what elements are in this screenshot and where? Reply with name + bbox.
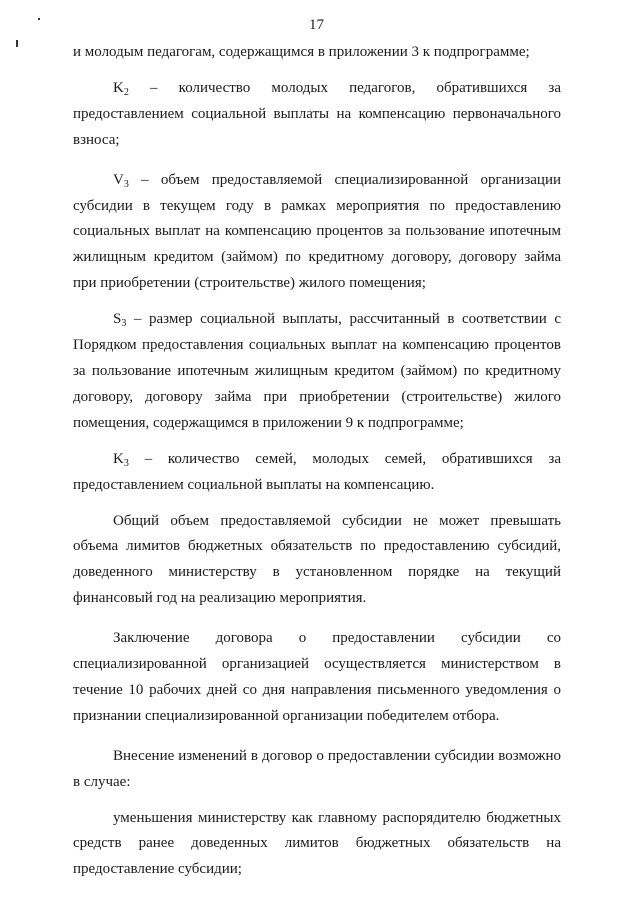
paragraph-k3-definition: $K_3$ – количество семей, молодых семей, обратившихся за предоставлением социальной выплаты на компенсацию. — [73, 450, 561, 493]
variable-v3: $V_3$ — [113, 171, 129, 190]
paragraph-contract-amendment: Внесение изменений в договор о предоставлении субсидии возможно в случае: — [73, 747, 561, 790]
variable-s3: $S_3$ — [113, 311, 127, 330]
page-number: 17 — [309, 17, 324, 33]
scan-mark — [16, 40, 18, 47]
document-body — [73, 40, 561, 883]
variable-k2: $K_2$ — [113, 79, 129, 98]
paragraph-subsidy-limit: Общий объем предоставляемой субсидии не может превышать объема лимитов бюджетных обязательств по предоставлению субсидий, доведенного министерству в установленном порядке на текущий финансовый год на реализацию мероприятия. — [73, 512, 561, 607]
paragraph-s3-definition: $S_3$ – размер социальной выплаты, рассчитанный в соответствии с Порядком предоставления социальных выплат на компенсацию процентов за пользование ипотечным жилищным кредитом (займом) по кредитному договору, договору займа при приобретении (строительстве) жилого помещения, содержащимся в приложении 9 к подпрограмме; — [73, 311, 561, 431]
paragraph-v3-definition: $V_3$ – объем предоставляемой специализированной организации субсидии в текущем году в рамках мероприятия по предоставлению социальных выплат на компенсацию процентов за пользование ипотечным жилищным кредитом (займом) по кредитному договору, договору займа при приобретении (строительстве) жилого помещения; — [73, 171, 561, 292]
scan-mark — [38, 18, 40, 20]
variable-k3: $K_3$ — [113, 450, 129, 469]
paragraph-k2-definition: $K_2$ – количество молодых педагогов, обратившихся за предоставлением социальной выплаты на компенсацию первоначального взноса; — [73, 79, 561, 148]
paragraph-contract-conclusion: Заключение договора о предоставлении субсидии со специализированной организацией осуществляется министерством в течение 10 рабочих дней со дня направления письменного уведомления о признании специализированной организации победителем отбора. — [73, 630, 561, 724]
paragraph-continuation: и молодым педагогам, содержащимся в приложении 3 к подпрограмме; — [73, 44, 530, 60]
paragraph-limit-reduction: уменьшения министерству как главному распорядителю бюджетных средств ранее доведенных лимитов бюджетных обязательств на предоставление субсидии; — [73, 809, 561, 878]
